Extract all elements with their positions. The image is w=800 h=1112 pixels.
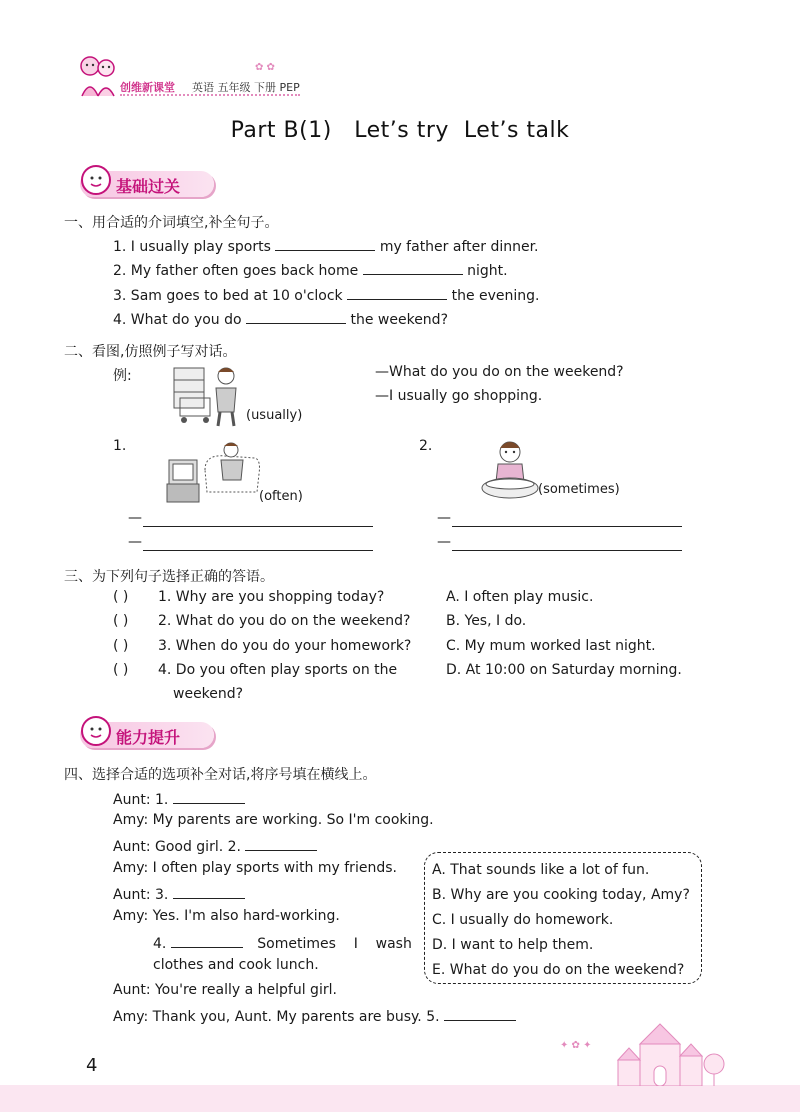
q2-item-number: 2. — [419, 438, 433, 454]
answer-blank[interactable] — [171, 933, 243, 948]
q3-question: 3. When do you do your homework? — [158, 638, 412, 654]
q1-item: 2. My father often goes back home night. — [113, 260, 508, 279]
example-label: 例: — [113, 368, 132, 384]
q1-heading: 一、用合适的介词填空,补全句子。 — [64, 215, 279, 231]
q2-heading: 二、看图,仿照例子写对话。 — [64, 344, 237, 360]
dialogue-line: clothes and cook lunch. — [153, 957, 319, 973]
page-number: 4 — [86, 1055, 98, 1076]
q3-question: 4. Do you often play sports on the — [158, 662, 398, 678]
writing-line[interactable] — [452, 526, 682, 527]
footer-band — [0, 1085, 800, 1112]
answer-paren[interactable]: ( ) — [113, 589, 129, 605]
q3-question: 2. What do you do on the weekend? — [158, 613, 411, 629]
dialogue-line: Aunt: 3. — [113, 884, 245, 903]
q2-item-number: 1. — [113, 438, 127, 454]
dialogue-line: Amy: Thank you, Aunt. My parents are busy. 5. — [113, 1006, 516, 1025]
q1-item: 1. I usually play sports my father after dinner. — [113, 236, 539, 255]
example-question: —What do you do on the weekend? — [375, 364, 624, 380]
dialogue-line: Amy: Yes. I'm also hard-working. — [113, 908, 340, 924]
q3-answer-option: D. At 10:00 on Saturday morning. — [446, 662, 682, 678]
dialogue-line: Aunt: Good girl. 2. — [113, 836, 317, 855]
washing-clothes-illustration — [480, 436, 540, 502]
answer-blank[interactable] — [363, 260, 463, 275]
dialogue-line: Amy: My parents are working. So I'm cooking. — [113, 812, 434, 828]
answer-blank[interactable] — [246, 309, 346, 324]
writing-line[interactable] — [452, 550, 682, 551]
dialogue-dash: — — [128, 534, 142, 550]
answer-blank[interactable] — [173, 884, 245, 899]
item2-frequency-note: (sometimes) — [538, 482, 620, 497]
answer-blank[interactable] — [275, 236, 375, 251]
q1-item: 4. What do you do the weekend? — [113, 309, 448, 328]
writing-line[interactable] — [143, 550, 373, 551]
dialogue-dash: — — [437, 510, 451, 526]
tv-sofa-illustration — [165, 440, 263, 506]
q4-heading: 四、选择合适的选项补全对话,将序号填在横线上。 — [64, 767, 377, 783]
writing-line[interactable] — [143, 526, 373, 527]
example-frequency-note: (usually) — [246, 408, 303, 423]
q3-answer-option: C. My mum worked last night. — [446, 638, 656, 654]
q3-heading: 三、为下列句子选择正确的答语。 — [64, 569, 274, 585]
answer-paren[interactable]: ( ) — [113, 613, 129, 629]
header-underline — [120, 94, 300, 96]
option-item: D. I want to help them. — [432, 937, 594, 953]
section-mascot-icon — [80, 164, 112, 196]
answer-blank[interactable] — [347, 285, 447, 300]
header-brand: 创维新课堂 — [120, 81, 175, 94]
dialogue-line: Aunt: 1. — [113, 789, 245, 808]
answer-blank[interactable] — [444, 1006, 516, 1021]
footer-sparkle-icon: ✦ ✿ ✦ — [560, 1040, 592, 1051]
dialogue-line: Amy: I often play sports with my friends. — [113, 860, 397, 876]
castle-decoration-icon — [610, 1020, 730, 1086]
q3-question: 1. Why are you shopping today? — [158, 589, 385, 605]
section-mascot-icon — [80, 715, 112, 747]
dialogue-dash: — — [437, 534, 451, 550]
q3-question-continued: weekend? — [173, 686, 244, 702]
answer-paren[interactable]: ( ) — [113, 662, 129, 678]
dialogue-dash: — — [128, 510, 142, 526]
answer-paren[interactable]: ( ) — [113, 638, 129, 654]
answer-blank[interactable] — [245, 836, 317, 851]
page-title: Part B(1) Let’s try Let’s talk — [230, 118, 570, 143]
section-label-advanced: 能力提升 — [116, 728, 181, 747]
q3-answer-option: A. I often play music. — [446, 589, 594, 605]
shopping-illustration — [170, 362, 246, 428]
dialogue-line: Aunt: You're really a helpful girl. — [113, 982, 337, 998]
header-meta: 英语 五年级 下册 PEP — [192, 81, 300, 94]
option-item: A. That sounds like a lot of fun. — [432, 862, 650, 878]
option-item: B. Why are you cooking today, Amy? — [432, 887, 690, 903]
answer-blank[interactable] — [173, 789, 245, 804]
option-item: E. What do you do on the weekend? — [432, 962, 685, 978]
dialogue-line: 4. Sometimes I wash — [153, 933, 412, 952]
header-decoration-icon: ✿ ✿ — [255, 62, 275, 73]
item1-frequency-note: (often) — [259, 489, 303, 504]
q1-item: 3. Sam goes to bed at 10 o'clock the evening. — [113, 285, 540, 304]
q3-answer-option: B. Yes, I do. — [446, 613, 527, 629]
example-answer: —I usually go shopping. — [375, 388, 543, 404]
option-item: C. I usually do homework. — [432, 912, 614, 928]
header-mascot-icon — [74, 52, 120, 98]
section-label-basic: 基础过关 — [116, 177, 181, 196]
